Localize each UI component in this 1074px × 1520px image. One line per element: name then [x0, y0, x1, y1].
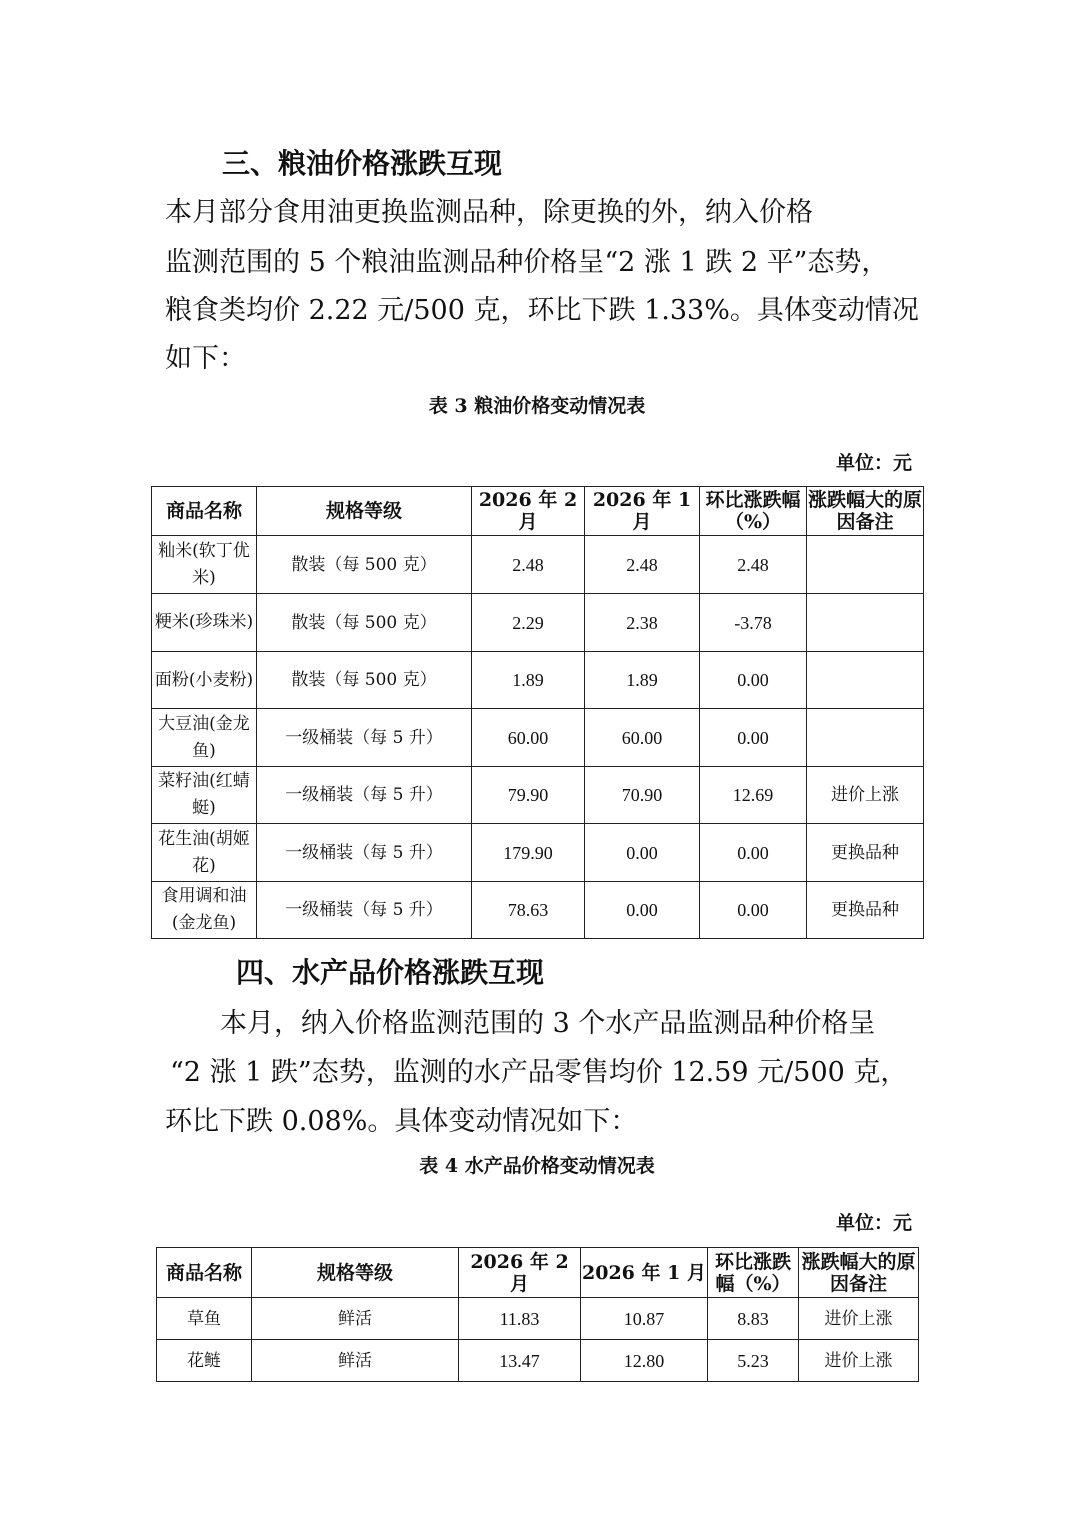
cell-jan: 60.00: [585, 709, 700, 767]
cell-name: 食用调和油(金龙鱼): [152, 882, 257, 939]
table-3-caption: 表 3 粮油价格变动情况表: [428, 395, 646, 417]
header-change: 环比涨跌幅（%）: [700, 487, 807, 536]
header-spec: 规格等级: [252, 1248, 459, 1298]
cell-feb: 11.83: [459, 1298, 581, 1340]
table-row: [152, 882, 924, 939]
cell-note: 更换品种: [807, 824, 924, 882]
section-3-paragraph-line: 本月部分食用油更换监测品种，除更换的外，纳入价格: [165, 197, 813, 228]
cell-feb: 79.90: [472, 767, 585, 824]
cell-note: 进价上涨: [799, 1340, 919, 1382]
cell-name: 粳米(珍珠米): [152, 594, 257, 652]
cell-feb: 13.47: [459, 1340, 581, 1382]
cell-spec: 散装（每 500 克）: [257, 594, 472, 652]
cell-change: 8.83: [708, 1298, 799, 1340]
header-spec: 规格等级: [257, 487, 472, 536]
table-row: [157, 1340, 919, 1382]
section-4-paragraph-line: 环比下跌 0.08%。具体变动情况如下：: [165, 1106, 638, 1137]
cell-jan: 2.48: [585, 536, 700, 594]
cell-jan: 0.00: [585, 882, 700, 939]
cell-spec: 一级桶装（每 5 升）: [257, 767, 472, 824]
header-jan: 2026 年 1 月: [585, 487, 700, 536]
header-note: 涨跌幅大的原因备注: [807, 487, 924, 536]
table-4-caption: 表 4 水产品价格变动情况表: [419, 1155, 655, 1177]
table-4-unit: 单位：元: [835, 1212, 912, 1234]
cell-note: [807, 652, 924, 709]
table-3-grain-oil: [151, 486, 924, 939]
table-row: [152, 824, 924, 882]
table-row: [152, 709, 924, 767]
section-3-paragraph-line: 粮食类均价 2.22 元/500 克，环比下跌 1.33%。具体变动情况: [165, 295, 919, 326]
cell-spec: 一级桶装（每 5 升）: [257, 709, 472, 767]
cell-change: 0.00: [700, 652, 807, 709]
header-change: 环比涨跌幅（%）: [708, 1248, 799, 1298]
table-header-row: [157, 1248, 919, 1298]
cell-name: 菜籽油(红蜻蜓): [152, 767, 257, 824]
cell-note: [807, 536, 924, 594]
section-3-heading: 三、粮油价格涨跌互现: [222, 147, 503, 180]
cell-feb: 60.00: [472, 709, 585, 767]
header-feb: 2026 年 2 月: [472, 487, 585, 536]
cell-jan: 1.89: [585, 652, 700, 709]
table-row: [152, 594, 924, 652]
table-4-aquatic: [156, 1247, 919, 1382]
cell-jan: 0.00: [585, 824, 700, 882]
cell-jan: 10.87: [581, 1298, 708, 1340]
cell-spec: 散装（每 500 克）: [257, 652, 472, 709]
cell-jan: 70.90: [585, 767, 700, 824]
cell-name: 花生油(胡姬花): [152, 824, 257, 882]
cell-spec: 鲜活: [252, 1340, 459, 1382]
cell-change: -3.78: [700, 594, 807, 652]
cell-feb: 2.48: [472, 536, 585, 594]
table-row: [152, 652, 924, 709]
cell-name: 草鱼: [157, 1298, 252, 1340]
cell-change: 2.48: [700, 536, 807, 594]
header-product-name: 商品名称: [152, 487, 257, 536]
section-4-paragraph-line: 本月，纳入价格监测范围的 3 个水产品监测品种价格呈: [220, 1008, 876, 1039]
table-row: [152, 536, 924, 594]
cell-name: 面粉(小麦粉): [152, 652, 257, 709]
cell-name: 籼米(软丁优米): [152, 536, 257, 594]
cell-feb: 179.90: [472, 824, 585, 882]
header-feb: 2026 年 2 月: [459, 1248, 581, 1298]
header-product-name: 商品名称: [157, 1248, 252, 1298]
table-row: [157, 1298, 919, 1340]
cell-change: 5.23: [708, 1340, 799, 1382]
cell-jan: 12.80: [581, 1340, 708, 1382]
section-4-heading: 四、水产品价格涨跌互现: [236, 956, 545, 989]
cell-change: 0.00: [700, 709, 807, 767]
section-3-paragraph-line: 如下：: [165, 343, 246, 374]
cell-note: [807, 594, 924, 652]
cell-note: 进价上涨: [799, 1298, 919, 1340]
header-jan: 2026 年 1 月: [581, 1248, 708, 1298]
table-row: [152, 767, 924, 824]
cell-jan: 2.38: [585, 594, 700, 652]
cell-change: 12.69: [700, 767, 807, 824]
cell-change: 0.00: [700, 824, 807, 882]
cell-spec: 一级桶装（每 5 升）: [257, 882, 472, 939]
cell-spec: 鲜活: [252, 1298, 459, 1340]
cell-name: 大豆油(金龙鱼): [152, 709, 257, 767]
cell-name: 花鲢: [157, 1340, 252, 1382]
section-3-paragraph-line: 监测范围的 5 个粮油监测品种价格呈“2 涨 1 跌 2 平”态势，: [165, 247, 889, 278]
table-header-row: [152, 487, 924, 536]
cell-spec: 散装（每 500 克）: [257, 536, 472, 594]
cell-spec: 一级桶装（每 5 升）: [257, 824, 472, 882]
table-3-unit: 单位：元: [835, 452, 912, 474]
cell-note: [807, 709, 924, 767]
cell-feb: 78.63: [472, 882, 585, 939]
cell-change: 0.00: [700, 882, 807, 939]
cell-feb: 2.29: [472, 594, 585, 652]
cell-note: 更换品种: [807, 882, 924, 939]
section-4-paragraph-line: “2 涨 1 跌”态势，监测的水产品零售均价 12.59 元/500 克，: [170, 1057, 908, 1088]
cell-feb: 1.89: [472, 652, 585, 709]
cell-note: 进价上涨: [807, 767, 924, 824]
header-note: 涨跌幅大的原因备注: [799, 1248, 919, 1298]
